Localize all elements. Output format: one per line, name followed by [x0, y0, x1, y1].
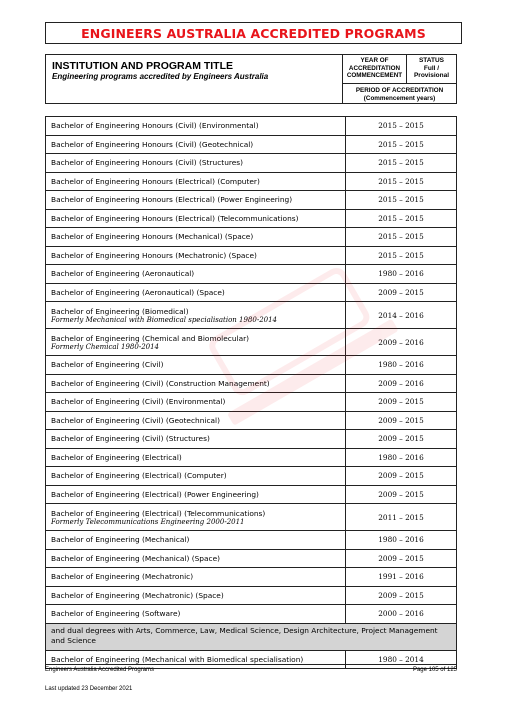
table-row	[46, 117, 456, 136]
program-cell	[46, 486, 346, 504]
program-note: Formerly Chemical 1980-2014	[51, 342, 160, 351]
program-cell	[46, 568, 346, 586]
accreditation-period: 1980 – 2016	[378, 535, 424, 545]
table-row	[46, 154, 456, 173]
accreditation-period: 2014 – 2016	[378, 310, 424, 320]
table-row	[46, 568, 456, 587]
program-name: Bachelor of Engineering (Electrical) (Power Engineering)	[51, 489, 259, 499]
program-name: Bachelor of Engineering (Biomedical)	[51, 306, 189, 316]
accreditation-period: 1980 – 2016	[378, 269, 424, 279]
year-line-3: COMMENCEMENT	[346, 72, 403, 79]
table-row	[46, 412, 456, 431]
table-row	[46, 173, 456, 192]
table-row	[46, 265, 456, 284]
table-row	[46, 329, 456, 356]
table-row	[46, 486, 456, 505]
program-cell	[46, 247, 346, 265]
table-row	[46, 504, 456, 531]
accreditation-period: 1991 – 2016	[378, 572, 424, 582]
status-line-3: Provisional	[413, 72, 450, 79]
program-cell	[46, 449, 346, 467]
document-banner	[45, 22, 462, 44]
table-row	[46, 228, 456, 247]
program-name: Bachelor of Engineering (Civil)	[51, 360, 164, 370]
program-cell	[46, 393, 346, 411]
program-name: Bachelor of Engineering (Civil) (Environmental)	[51, 397, 226, 407]
status-line-1: STATUS	[418, 57, 445, 64]
header-status-cell	[407, 55, 456, 83]
last-updated: Last updated 23 December 2021	[45, 686, 133, 692]
accreditation-period: 1980 – 2016	[378, 360, 424, 370]
table-row	[46, 467, 456, 486]
program-name: Bachelor of Engineering Honours (Electrical) (Telecommunications)	[51, 213, 299, 223]
dual-degrees-text: and dual degrees with Arts, Commerce, Law, Medical Science, Design Architecture, Project Management and Science	[51, 625, 438, 645]
program-name: Bachelor of Engineering Honours (Mechatronic) (Space)	[51, 250, 257, 260]
table-row	[46, 550, 456, 569]
table-row	[46, 284, 456, 303]
accreditation-period: 2015 – 2015	[378, 176, 424, 186]
accreditation-period: 2009 – 2015	[378, 553, 424, 563]
table-row	[46, 210, 456, 229]
program-name: Bachelor of Engineering Honours (Civil) (Environmental)	[51, 121, 259, 131]
accreditation-period: 2009 – 2016	[378, 378, 424, 388]
header-year-cell	[343, 55, 407, 83]
banner-title: ENGINEERS AUSTRALIA ACCREDITED PROGRAMS	[81, 25, 426, 41]
table-row	[46, 302, 456, 329]
program-name: Bachelor of Engineering Honours (Electrical) (Power Engineering)	[51, 195, 293, 205]
accreditation-period: 2009 – 2015	[378, 287, 424, 297]
program-name: Bachelor of Engineering (Aeronautical)	[51, 269, 195, 279]
program-cell	[46, 284, 346, 302]
program-cell	[46, 412, 346, 430]
program-cell	[46, 356, 346, 374]
program-note: Formerly Telecommunications Engineering 2000-2011	[51, 517, 245, 526]
program-cell	[46, 136, 346, 154]
table-row	[46, 136, 456, 155]
period-line-1: PERIOD OF ACCREDITATION	[355, 87, 444, 94]
program-name: Bachelor of Engineering (Civil) (Geotechnical)	[51, 415, 220, 425]
table-row	[46, 587, 456, 606]
table-row	[46, 393, 456, 412]
accreditation-period: 2009 – 2015	[378, 489, 424, 499]
program-cell	[46, 210, 346, 228]
footer-left: Engineers Australia Accredited Programs	[45, 667, 155, 673]
header-period-cell	[343, 84, 456, 103]
program-name: Bachelor of Engineering (Mechanical) (Space)	[51, 553, 221, 563]
accreditation-period: 2009 – 2015	[378, 590, 424, 600]
accreditation-period: 2015 – 2015	[378, 195, 424, 205]
program-cell	[46, 605, 346, 623]
program-name: Bachelor of Engineering (Mechatronic)	[51, 572, 194, 582]
table-row	[46, 430, 456, 449]
accreditation-period: 2015 – 2015	[378, 213, 424, 223]
page-number: Page 105 of 125	[412, 667, 457, 673]
program-name: Bachelor of Engineering (Software)	[51, 609, 181, 619]
program-cell	[46, 265, 346, 283]
program-name: Bachelor of Engineering Honours (Electrical) (Computer)	[51, 176, 260, 186]
program-name: Bachelor of Engineering (Civil) (Construction Management)	[51, 378, 270, 388]
program-cell	[46, 302, 346, 328]
accreditation-period: 2009 – 2016	[378, 337, 424, 347]
page-footer	[45, 664, 457, 675]
program-cell	[46, 430, 346, 448]
accreditation-period: 2009 – 2015	[378, 471, 424, 481]
table-row	[46, 191, 456, 210]
table-header	[45, 54, 457, 104]
program-cell	[46, 467, 346, 485]
header-subtitle: Engineering programs accredited by Engineers Australia	[52, 72, 269, 81]
accreditation-period: 2011 – 2015	[378, 512, 424, 522]
table-row	[46, 449, 456, 468]
header-title-cell	[46, 55, 343, 103]
period-line-2: (Commencement years)	[363, 94, 436, 102]
program-cell	[46, 375, 346, 393]
accreditation-period: 2009 – 2015	[378, 434, 424, 444]
program-name: Bachelor of Engineering (Chemical and Biomolecular)	[51, 333, 250, 343]
year-line-1: YEAR OF	[360, 57, 389, 64]
accreditation-period: 1980 – 2016	[378, 452, 424, 462]
program-cell	[46, 587, 346, 605]
accreditation-period: 2015 – 2015	[378, 232, 424, 242]
year-line-2: ACCREDITATION	[348, 64, 401, 72]
program-name: Bachelor of Engineering (Civil) (Structures)	[51, 434, 210, 444]
status-line-2: Full /	[423, 64, 440, 72]
table-row	[46, 247, 456, 266]
program-cell	[46, 154, 346, 172]
accreditation-period: 2015 – 2015	[378, 139, 424, 149]
program-cell	[46, 173, 346, 191]
program-name: Bachelor of Engineering (Electrical)	[51, 452, 182, 462]
program-cell	[46, 531, 346, 549]
table-row	[46, 531, 456, 550]
program-note: Formerly Mechanical with Biomedical specialisation 1980-2014	[51, 315, 278, 324]
program-cell	[46, 329, 346, 355]
program-name: Bachelor of Engineering (Aeronautical) (Space)	[51, 287, 225, 297]
program-name: Bachelor of Engineering Honours (Mechanical) (Space)	[51, 232, 254, 242]
program-name: Bachelor of Engineering (Electrical) (Computer)	[51, 471, 227, 481]
program-cell	[46, 228, 346, 246]
accreditation-period: 2009 – 2015	[378, 415, 424, 425]
header-title: INSTITUTION AND PROGRAM TITLE	[52, 60, 234, 72]
accreditation-period: 2000 – 2016	[378, 609, 424, 619]
table-row	[46, 375, 456, 394]
program-cell	[46, 550, 346, 568]
header-right-cell	[343, 55, 456, 103]
accreditation-period: 2009 – 2015	[378, 397, 424, 407]
program-cell	[46, 117, 346, 135]
program-table	[45, 116, 457, 669]
table-row	[46, 605, 456, 624]
program-name: Bachelor of Engineering Honours (Civil) (Structures)	[51, 158, 244, 168]
accreditation-period: 1980 – 2014	[378, 654, 424, 664]
program-cell	[46, 191, 346, 209]
accreditation-period: 2015 – 2015	[378, 121, 424, 131]
program-name: Bachelor of Engineering (Mechanical)	[51, 535, 190, 545]
header-right-top	[343, 55, 456, 84]
accreditation-period: 2015 – 2015	[378, 250, 424, 260]
dual-degrees-row	[46, 624, 456, 651]
program-name: Bachelor of Engineering (Electrical) (Telecommunications)	[51, 508, 266, 518]
program-name: Bachelor of Engineering Honours (Civil) (Geotechnical)	[51, 139, 254, 149]
program-name: Bachelor of Engineering (Mechatronic) (Space)	[51, 590, 224, 600]
program-cell	[46, 504, 346, 530]
program-name: Bachelor of Engineering (Mechanical with Biomedical specialisation)	[51, 654, 304, 664]
accreditation-period: 2015 – 2015	[378, 158, 424, 168]
table-row	[46, 356, 456, 375]
